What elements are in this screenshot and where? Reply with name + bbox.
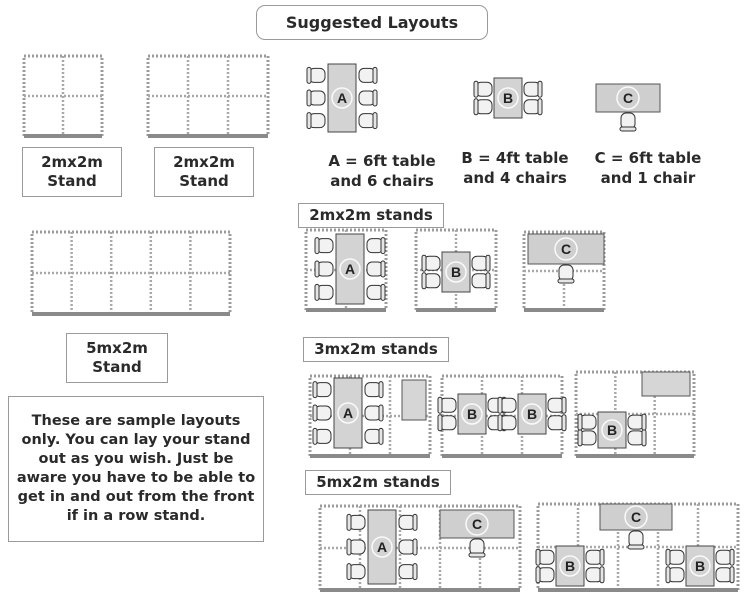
sample-layouts-note: These are sample layouts only. You can lay your stand out as you wish. Just be aware you have to be able to get in and out from the front if in a row stand. [8,396,264,542]
chair-icon [716,567,734,583]
chair-icon [313,405,331,421]
table-letter: B [466,406,478,422]
chair-icon [307,90,325,106]
chair-icon [666,567,684,583]
stand-label-2x3: 2mx2m Stand [154,147,254,197]
chair-icon [359,113,377,129]
legend-c-text: C = 6ft table and 1 chair [594,149,702,188]
chair-icon [472,255,490,271]
chair-icon [536,549,554,565]
chair-icon [347,539,365,555]
chair-icon [365,382,383,398]
chair-icon [474,81,492,97]
chair-icon [359,90,377,106]
chair-icon [628,414,646,430]
table-letter: C [622,90,634,106]
chair-icon [359,67,377,83]
chair-icon [307,113,325,129]
chair-icon [548,415,566,431]
section-heading-2x2: 2mx2m stands [298,203,444,228]
chair-icon [438,397,456,413]
chair-icon [315,261,333,277]
chair-icon [438,415,456,431]
chair-icon [307,67,325,83]
stand-label-2x2: 2mx2m Stand [22,147,122,197]
chair-icon [666,549,684,565]
table-letter: B [526,406,538,422]
chair-icon [367,261,385,277]
floor-plan-2x3 [148,56,268,136]
chair-icon [367,238,385,254]
table-letter: B [450,264,462,280]
chair-icon [365,405,383,421]
table-letter: B [502,90,514,106]
chair-icon [578,430,596,446]
table-letter: C [560,241,572,257]
chair-icon [347,514,365,530]
table-letter: A [376,539,388,555]
section-heading-5x2: 5mx2m stands [305,470,451,495]
chair-icon [469,539,485,557]
chair-icon [498,415,516,431]
chair-icon [628,430,646,446]
chair-icon [315,284,333,300]
chair-icon [498,397,516,413]
page-title: Suggested Layouts [256,5,488,40]
section-heading-3x2: 3mx2m stands [303,337,449,362]
legend-b-text: B = 4ft table and 4 chairs [461,149,569,188]
chair-icon [347,564,365,580]
plain-table-icon [402,380,426,420]
floor-plan-2x2 [24,56,102,136]
chair-icon [620,113,636,131]
stand-label-5x2: 5mx2m Stand [66,333,168,383]
table-letter: B [694,558,706,574]
chair-icon [472,273,490,289]
chair-icon [315,238,333,254]
table-letter: A [336,90,348,106]
chair-icon [716,549,734,565]
table-letter: B [606,422,618,438]
floor-plan-5x2 [32,232,230,314]
chair-icon [313,428,331,444]
table-letter: B [564,558,576,574]
chair-icon [578,414,596,430]
table-letter: C [471,516,483,532]
chair-icon [399,564,417,580]
legend-a-text: A = 6ft table and 6 chairs [328,152,436,191]
chair-icon [399,539,417,555]
chair-icon [548,397,566,413]
chair-icon [524,99,542,115]
chair-icon [586,549,604,565]
chair-icon [422,273,440,289]
chair-icon [474,99,492,115]
chair-icon [558,265,574,283]
chair-icon [367,284,385,300]
table-letter: A [344,261,356,277]
chair-icon [365,428,383,444]
plain-table-icon [642,372,690,396]
table-letter: A [342,405,354,421]
chair-icon [313,382,331,398]
chair-icon [524,81,542,97]
chair-icon [536,567,554,583]
table-letter: C [630,509,642,525]
chair-icon [628,531,644,549]
chair-icon [422,255,440,271]
chair-icon [586,567,604,583]
chair-icon [399,514,417,530]
